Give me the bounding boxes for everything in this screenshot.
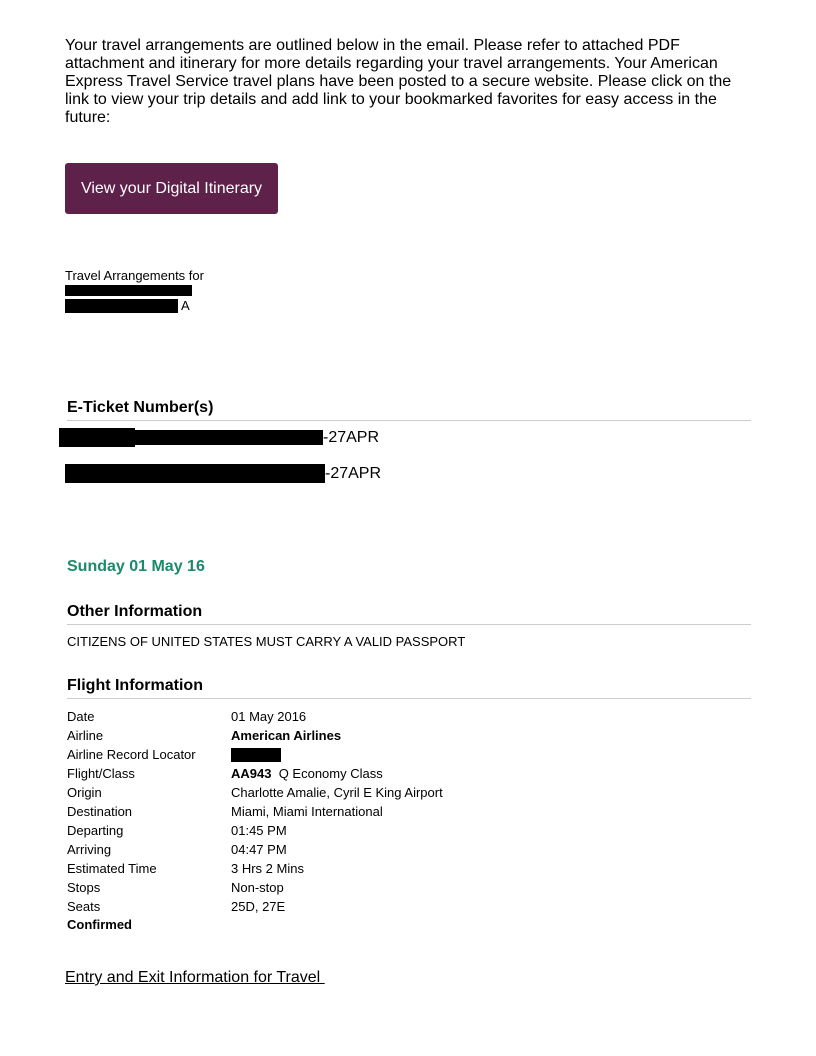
eticket-heading: E-Ticket Number(s) xyxy=(67,398,751,421)
seats-value: 25D, 27E xyxy=(231,899,286,914)
arriving-value: 04:47 PM xyxy=(231,842,287,857)
row-label: Arriving xyxy=(67,842,112,857)
flight-row-stops xyxy=(67,878,443,897)
ticket-number-2: -27APR xyxy=(325,465,382,482)
flight-number: AA943 xyxy=(231,766,272,781)
flight-row-destination xyxy=(67,802,443,821)
redacted-ticket-1b xyxy=(135,430,323,445)
origin-value: Charlotte Amalie, Cyril E King Airport xyxy=(231,785,443,800)
passport-note: CITIZENS OF UNITED STATES MUST CARRY A VALID PASSPORT xyxy=(67,634,466,649)
flight-row-seats xyxy=(67,897,443,916)
flight-row-date xyxy=(67,707,443,726)
redacted-record-locator xyxy=(231,748,281,762)
row-label: Stops xyxy=(67,880,101,895)
destination-value: Miami, Miami International xyxy=(231,804,383,819)
cabin-class: Q Economy Class xyxy=(278,766,383,781)
row-label: Origin xyxy=(67,785,102,800)
flight-row-origin xyxy=(67,783,443,802)
booking-status: Confirmed xyxy=(67,917,132,932)
entry-exit-info-link[interactable]: Entry and Exit Information for Travel xyxy=(65,969,325,986)
flight-information-heading: Flight Information xyxy=(67,676,751,699)
row-label: Flight/Class xyxy=(67,766,135,781)
intro-paragraph: Your travel arrangements are outlined below in the email. Please refer to attached PDF attachment and itinerary for more details regarding your travel arrangements. Your American Express Travel Service travel plans have been posted to a secure website. Please click on the link to view your trip details and add link to your bookmarked favorites for easy access in the future: xyxy=(65,37,732,126)
travel-date-heading: Sunday 01 May 16 xyxy=(67,558,205,575)
travel-arrangements-label: Travel Arrangements for xyxy=(65,268,204,283)
flight-details-table xyxy=(67,707,443,916)
redacted-traveler-line-1 xyxy=(65,285,192,296)
row-label: Destination xyxy=(67,804,133,819)
ticket-number-1: -27APR xyxy=(323,429,380,446)
stops-value: Non-stop xyxy=(231,880,284,895)
redacted-ticket-1a xyxy=(59,428,135,447)
estimated-time-value: 3 Hrs 2 Mins xyxy=(231,861,304,876)
flight-row-estimated-time xyxy=(67,859,443,878)
flight-row-class xyxy=(67,764,443,783)
date-value: 01 May 2016 xyxy=(231,709,307,724)
flight-row-departing xyxy=(67,821,443,840)
row-label: Departing xyxy=(67,823,124,838)
traveler-name-suffix: A xyxy=(181,298,190,313)
view-digital-itinerary-button[interactable]: View your Digital Itinerary xyxy=(65,163,278,214)
flight-class-value xyxy=(231,764,443,783)
record-locator-value xyxy=(231,745,443,764)
flight-row-airline xyxy=(67,726,443,745)
row-label: Airline xyxy=(67,728,104,743)
departing-value: 01:45 PM xyxy=(231,823,287,838)
flight-row-record-locator xyxy=(67,745,443,764)
other-information-heading: Other Information xyxy=(67,602,751,625)
airline-value: American Airlines xyxy=(231,728,342,743)
row-label: Date xyxy=(67,709,95,724)
flight-row-arriving xyxy=(67,840,443,859)
row-label: Estimated Time xyxy=(67,861,157,876)
redacted-traveler-line-2 xyxy=(65,299,178,313)
redacted-ticket-2 xyxy=(65,464,325,483)
row-label: Seats xyxy=(67,899,101,914)
row-label: Airline Record Locator xyxy=(67,747,196,762)
